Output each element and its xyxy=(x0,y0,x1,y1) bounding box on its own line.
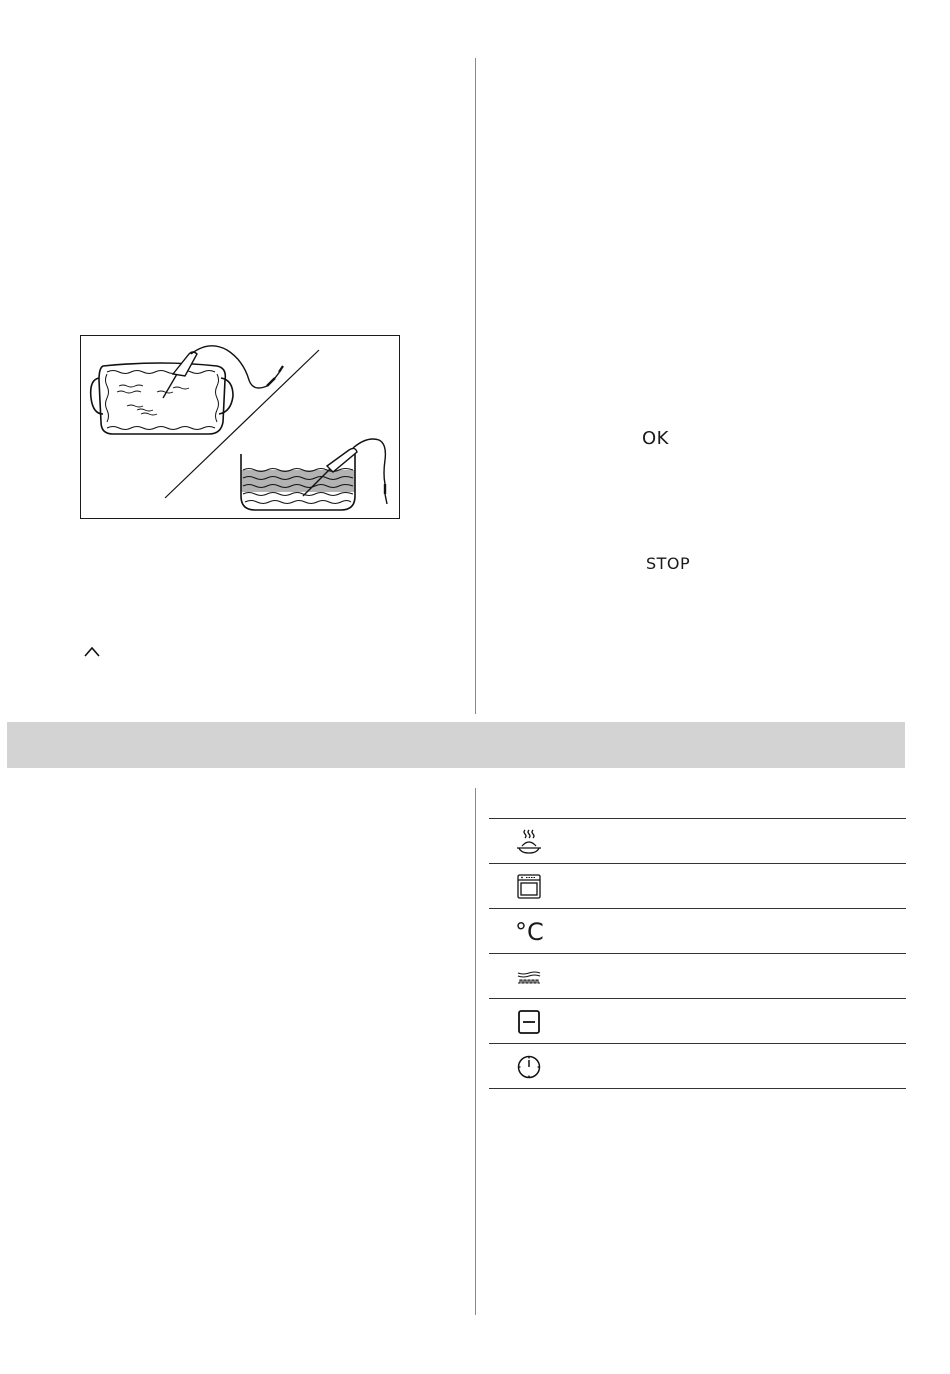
symbol-table xyxy=(489,818,906,1089)
symbol-row xyxy=(489,1043,906,1089)
chevron-up-icon xyxy=(83,644,101,658)
stop-key-label: STOP xyxy=(646,554,691,573)
probe-in-dish xyxy=(163,346,283,398)
food-steam-icon xyxy=(515,828,543,856)
heating-element-icon xyxy=(515,963,543,991)
casserole-dish xyxy=(91,363,233,434)
clock-icon xyxy=(515,1053,543,1081)
column-divider-bottom xyxy=(475,788,476,1315)
symbol-row xyxy=(489,908,906,953)
celsius-icon xyxy=(515,918,543,946)
symbol-row xyxy=(489,953,906,998)
symbol-row xyxy=(489,818,906,863)
column-divider-top xyxy=(475,58,476,714)
meat-probe-illustration xyxy=(81,336,401,520)
meat-probe-figure xyxy=(80,335,400,519)
section-header-bar xyxy=(7,722,905,768)
symbol-row xyxy=(489,998,906,1043)
celsius-glyph: °C xyxy=(515,918,544,946)
minus-box-icon xyxy=(515,1008,543,1036)
ok-key-label: OK xyxy=(642,428,669,449)
symbol-row xyxy=(489,863,906,908)
oven-icon xyxy=(515,873,543,901)
